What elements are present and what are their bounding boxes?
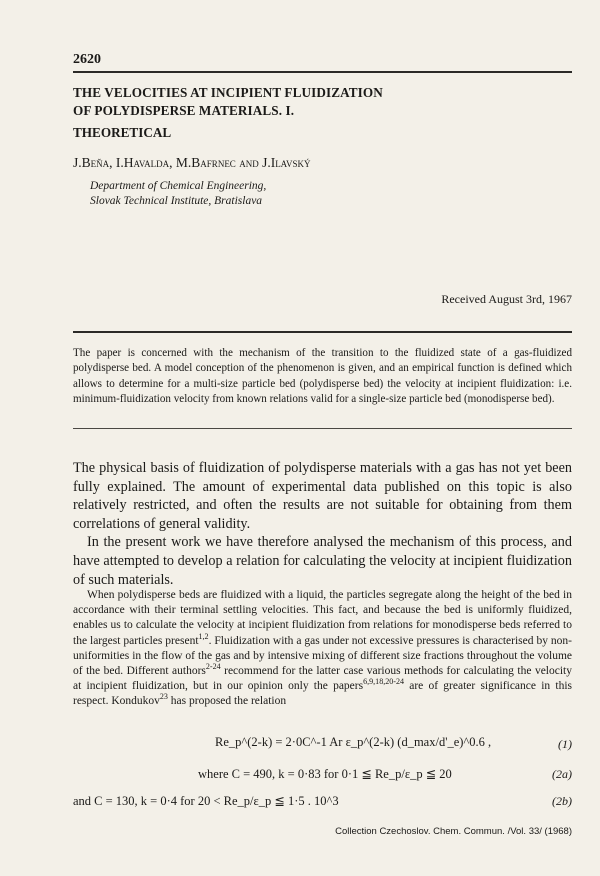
body-text-run: are of greater significance in this respect. Kondukov [73, 680, 573, 708]
body-text [73, 588, 572, 710]
page-number: 2620 [73, 52, 101, 67]
equation-1: Re_p^(2-k) = 2·0C^-1 Ar ε_p^(2-k) (d_max/d'_e)^0.6 , [215, 735, 492, 749]
article-subtitle: THEORETICAL [73, 125, 172, 140]
citation: 2-24 [205, 662, 221, 672]
body-text-run: has proposed the relation [167, 695, 287, 708]
affiliation-line: Slovak Technical Institute, Bratislava [90, 195, 263, 207]
citation: 1,2 [198, 631, 209, 641]
introduction [73, 459, 572, 589]
body-paragraph [73, 588, 572, 710]
body-text-run: recommend for the latter case various methods for calculating the velocity at incipient fluidization, but in our opinion only the papers [73, 665, 572, 693]
abstract-top-rule [73, 331, 572, 333]
equation-2b: and C = 130, k = 0·4 for 20 < Re_p/ε_p ≦ 1·5 . 10^3 [73, 794, 339, 808]
citation: 23 [159, 692, 168, 702]
affiliation [90, 179, 266, 209]
journal-footer: Collection Czechoslov. Chem. Commun. /Vol. 33/ (1968) [335, 826, 572, 837]
article-title [73, 84, 493, 120]
header-rule [73, 71, 572, 73]
equation-1-number: (1) [558, 737, 572, 751]
equation-2a: where C = 490, k = 0·83 for 0·1 ≦ Re_p/ε_p ≦ 20 [198, 767, 452, 781]
authors: J.Beňa, I.Havalda, M.Bafrnec and J.Ilavský [73, 155, 311, 170]
equation-2a-number: (2a) [552, 767, 572, 781]
body-text-run: . Fluidization with a gas under not excessive pressures is characterised by non-uniformities in the flow of the gas and by intensive mixing of different size fractions throughout the volume of the bed. Different authors [73, 634, 572, 678]
body-text-run: When polydisperse beds are fluidized with a liquid, the particles segregate along the height of the bed in accordance with their terminal settling velocities. This fact, and because the bed is uniformly fluidized, enables us to calculate the velocity at incipient fluidization from relations for monodisperse beds referred to the largest particles present [73, 589, 572, 647]
title-line: OF POLYDISPERSE MATERIALS. I. [73, 103, 295, 118]
affiliation-line: Department of Chemical Engineering, [90, 180, 267, 192]
equation-2b-number: (2b) [552, 794, 572, 808]
abstract-bottom-rule [73, 428, 572, 429]
citation: 6,9,18,20-24 [363, 677, 404, 687]
intro-paragraph: In the present work we have therefore analysed the mechanism of this process, and have attempted to develop a relation for calculating the velocity at incipient fluidization of such materials. [73, 534, 572, 588]
intro-paragraph: The physical basis of fluidization of polydisperse materials with a gas has not yet been fully explained. The amount of experimental data published on this topic is also relatively restricted, and often the results are not suitable for obtaining from them correlations of general validity. [73, 460, 572, 532]
abstract: The paper is concerned with the mechanism of the transition to the fluidized state of a gas-fluidized polydisperse bed. A model conception of the phenomenon is given, and an empirical function is defined which allows to determine for a multi-size particle bed (polydisperse bed) the velocity at incipient fluidization: i.e. minimum-fluidization velocity from known relations valid for a single-size particle bed (monodisperse bed). [73, 347, 572, 405]
title-line: THE VELOCITIES AT INCIPIENT FLUIDIZATION [73, 85, 383, 100]
received-date: Received August 3rd, 1967 [441, 292, 572, 306]
